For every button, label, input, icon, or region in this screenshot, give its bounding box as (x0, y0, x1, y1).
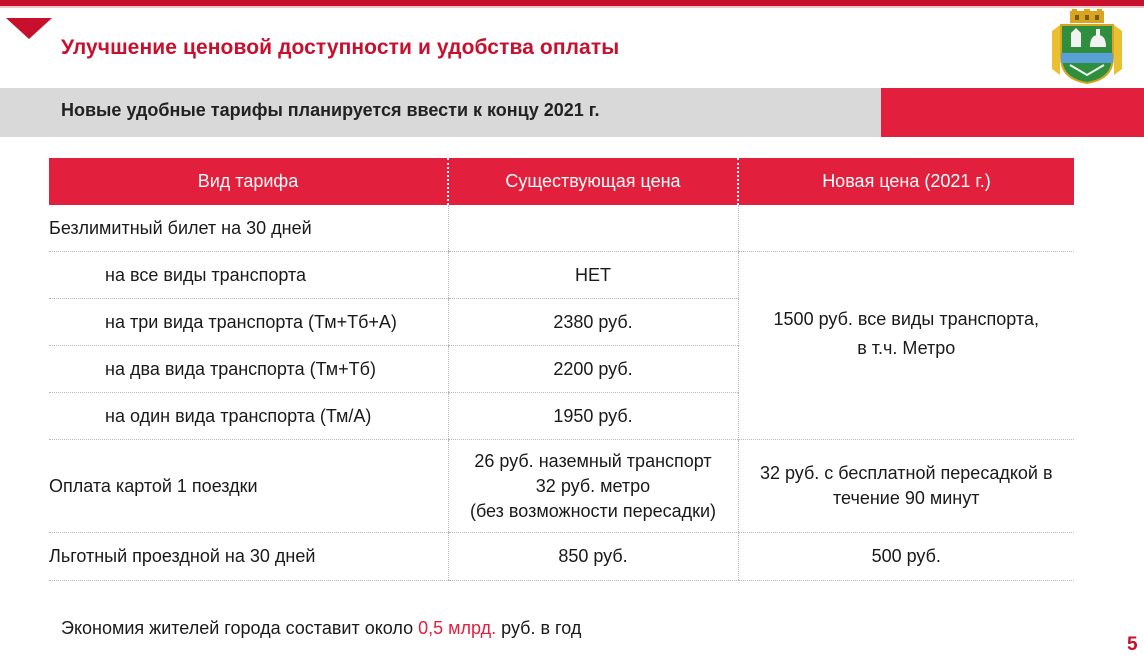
savings-note (61, 618, 581, 639)
current-price-cell: 850 руб. (448, 533, 738, 581)
column-header-tariff-type: Вид тарифа (49, 158, 448, 205)
column-header-current-price: Существующая цена (448, 158, 738, 205)
current-price-cell (448, 440, 738, 533)
current-price-cell: 2200 руб. (448, 346, 738, 393)
top-accent-bar (0, 0, 1144, 6)
table-row (49, 533, 1074, 581)
merged-new-price-cell (738, 252, 1074, 440)
current-price-line: (без возможности пересадки) (469, 500, 717, 521)
current-price-cell: 2380 руб. (448, 299, 738, 346)
savings-note-text: руб. в год (496, 618, 582, 638)
new-price-cell (738, 440, 1074, 533)
tariff-table (49, 158, 1074, 581)
tariff-type-cell: Безлимитный билет на 30 дней (49, 205, 448, 252)
subtitle: Новые удобные тарифы планируется ввести к концу 2021 г. (61, 100, 600, 120)
new-price-line: течение 90 минут (833, 488, 980, 508)
tariff-type-cell: на один вида транспорта (Тм/А) (49, 393, 448, 440)
table-row (49, 205, 1074, 252)
current-price-cell: НЕТ (448, 252, 738, 299)
current-price-line: 32 руб. метро (535, 475, 651, 496)
page-number: 5 (1127, 634, 1138, 655)
tariff-type-cell: на два вида транспорта (Тм+Тб) (49, 346, 448, 393)
savings-amount: 0,5 млрд. (418, 618, 497, 638)
slide-title: Улучшение ценовой доступности и удобства оплаты (61, 36, 620, 59)
table-row (49, 252, 1074, 299)
tariff-type-cell: Оплата картой 1 поездки (49, 440, 448, 533)
current-price-cell: 1950 руб. (448, 393, 738, 440)
current-price-line: 26 руб. наземный транспорт (474, 450, 712, 471)
tariff-type-cell: Льготный проездной на 30 дней (49, 533, 448, 581)
city-coat-of-arms-icon (1046, 9, 1128, 85)
new-price-cell (738, 205, 1074, 252)
column-header-new-price: Новая цена (2021 г.) (738, 158, 1074, 205)
new-price-line: 32 руб. с бесплатной пересадкой в (759, 463, 1053, 483)
tariff-type-cell: на все виды транспорта (49, 252, 448, 299)
new-price-cell: 500 руб. (738, 533, 1074, 581)
merged-new-price-line: в т.ч. Метро (857, 337, 956, 358)
corner-triangle-icon (6, 18, 52, 39)
current-price-cell (448, 205, 738, 252)
merged-new-price-text (774, 305, 1039, 363)
savings-note-text: Экономия жителей города составит около (61, 618, 419, 638)
tariff-type-cell: на три вида транспорта (Тм+Тб+А) (49, 299, 448, 346)
merged-new-price-line: 1500 руб. все виды транспорта, (773, 308, 1039, 329)
table-header-row (49, 158, 1074, 205)
table-row (49, 440, 1074, 533)
subtitle-accent-block (881, 88, 1144, 137)
